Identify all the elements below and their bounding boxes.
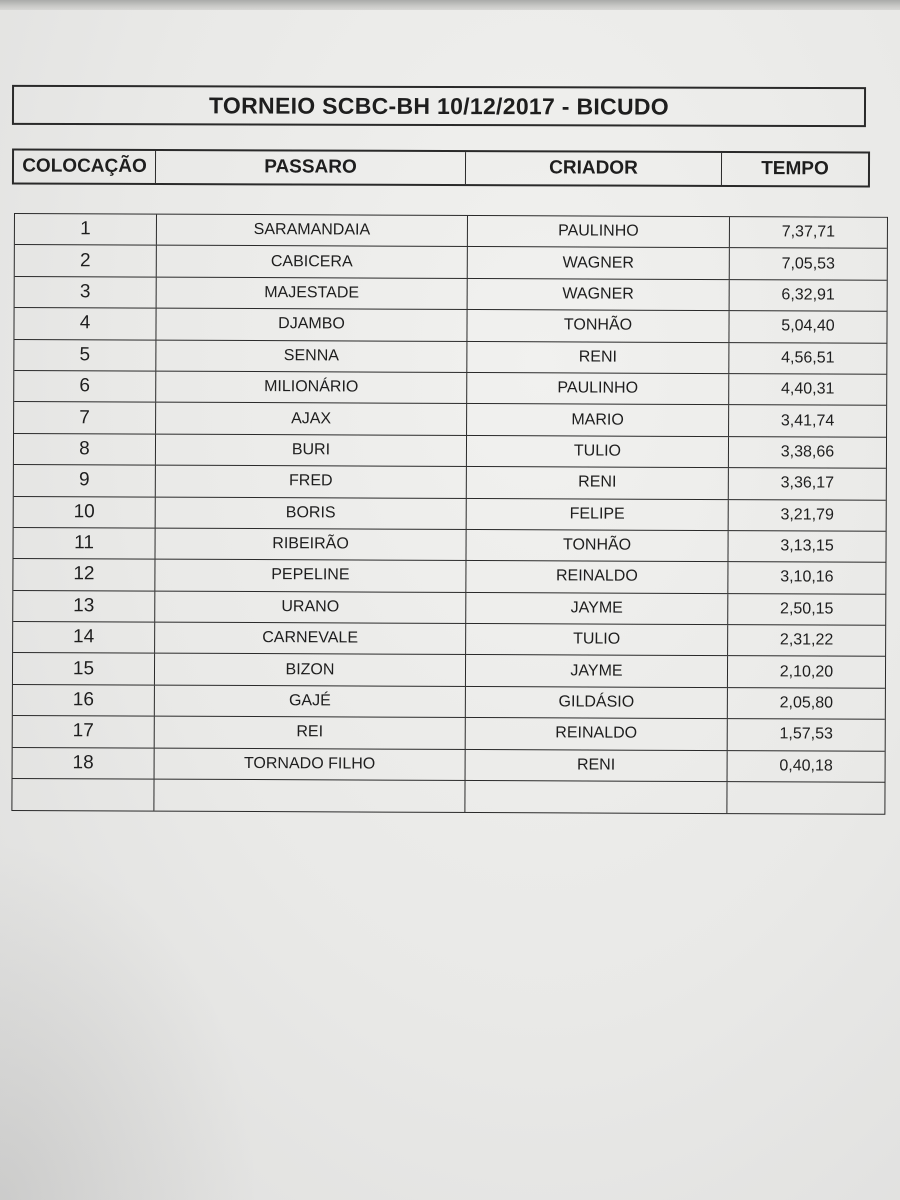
document-title: TORNEIO SCBC-BH 10/12/2017 - BICUDO <box>12 85 866 127</box>
cell-breeder: WAGNER <box>468 279 730 311</box>
cell-bird: TORNADO FILHO <box>155 748 466 780</box>
table-row <box>13 559 885 594</box>
table-row <box>15 214 887 249</box>
table-row <box>13 716 885 751</box>
table-row <box>14 340 886 375</box>
table-row <box>14 308 886 343</box>
cell-breeder: JAYME <box>466 593 728 625</box>
cell-position: 5 <box>14 340 156 371</box>
cell-breeder <box>465 781 727 814</box>
table-row <box>13 653 885 688</box>
cell-position: 15 <box>13 653 155 684</box>
cell-bird: AJAX <box>156 403 467 435</box>
cell-time: 3,10,16 <box>780 568 834 587</box>
cell-bird: BORIS <box>156 497 467 529</box>
cell-position: 14 <box>13 622 155 653</box>
cell-time: 6,32,91 <box>781 286 835 304</box>
cell-time: 3,41,74 <box>780 411 835 430</box>
header-colocacao: COLOCAÇÃO <box>14 151 156 183</box>
cell-bird: SENNA <box>156 340 467 372</box>
cell-position: 16 <box>13 685 155 716</box>
results-table <box>11 213 888 815</box>
cell-breeder: PAULINHO <box>467 373 729 405</box>
cell-breeder: PAULINHO <box>468 216 730 248</box>
cell-position: 4 <box>14 308 156 339</box>
table-row <box>13 591 885 626</box>
cell-time <box>727 782 884 814</box>
cell-breeder: TONHÃO <box>466 530 728 562</box>
cell-time: 7,37,71 <box>781 223 836 241</box>
cell-bird: FRED <box>156 466 467 498</box>
cell-bird: CARNEVALE <box>155 623 466 655</box>
table-row <box>15 277 887 312</box>
table-row <box>13 748 885 783</box>
cell-time: 4,40,31 <box>780 380 835 398</box>
cell-time: 3,36,17 <box>780 474 835 492</box>
cell-breeder: TONHÃO <box>467 310 729 342</box>
cell-position: 11 <box>13 528 155 559</box>
cell-breeder: TULIO <box>466 624 728 656</box>
table-row <box>13 528 885 563</box>
cell-position: 17 <box>13 716 155 747</box>
cell-time: 5,04,40 <box>781 317 835 335</box>
cell-time: 3,21,79 <box>780 506 834 524</box>
cell-breeder: GILDÁSIO <box>466 687 728 719</box>
cell-bird: RIBEIRÃO <box>155 529 466 561</box>
cell-bird: REI <box>155 717 466 749</box>
table-row <box>15 245 887 280</box>
cell-position: 10 <box>14 497 156 528</box>
cell-position: 13 <box>13 591 155 622</box>
paper-shadow <box>0 840 260 1200</box>
cell-position: 7 <box>14 402 156 433</box>
table-row <box>14 402 886 437</box>
cell-bird: BURI <box>156 434 467 466</box>
cell-time: 0,40,18 <box>779 757 833 775</box>
cell-breeder: RENI <box>467 342 729 374</box>
cell-position: 1 <box>15 214 157 245</box>
cell-breeder: FELIPE <box>467 498 729 530</box>
table-row <box>14 434 886 469</box>
cell-bird: BIZON <box>155 654 466 686</box>
cell-breeder: REINALDO <box>466 718 728 750</box>
cell-bird: GAJÉ <box>155 685 466 717</box>
cell-breeder: RENI <box>466 750 728 782</box>
cell-breeder: TULIO <box>467 436 729 468</box>
cell-position: 18 <box>13 748 155 779</box>
cell-bird: MILIONÁRIO <box>156 372 467 404</box>
cell-time: 3,38,66 <box>780 443 835 461</box>
cell-time: 2,50,15 <box>780 600 834 618</box>
cell-position: 3 <box>15 277 157 308</box>
cell-position: 9 <box>14 465 156 496</box>
table-row <box>14 497 886 532</box>
table-row <box>14 465 886 500</box>
cell-bird: SARAMANDAIA <box>157 215 468 247</box>
cell-bird: URANO <box>155 591 466 623</box>
cell-time: 2,31,22 <box>779 631 834 649</box>
cell-position: 2 <box>15 245 157 276</box>
table-row <box>12 779 884 814</box>
cell-breeder: MARIO <box>467 404 729 436</box>
header-passaro: PASSARO <box>156 151 466 184</box>
cell-position: 6 <box>14 371 156 402</box>
header-criador: CRIADOR <box>466 152 722 185</box>
cell-time: 3,13,15 <box>780 537 834 555</box>
cell-breeder: WAGNER <box>468 247 730 279</box>
cell-bird: CABICERA <box>157 246 468 278</box>
cell-time: 2,05,80 <box>779 694 834 712</box>
cell-time: 4,56,51 <box>781 349 835 367</box>
cell-breeder: RENI <box>467 467 729 499</box>
cell-breeder: JAYME <box>466 655 728 687</box>
cell-bird: DJAMBO <box>156 309 467 341</box>
header-tempo: TEMPO <box>761 158 829 180</box>
cell-time: 1,57,53 <box>779 725 833 744</box>
table-row <box>13 622 885 657</box>
cell-position: 12 <box>13 559 155 590</box>
cell-time: 2,10,20 <box>779 663 834 681</box>
table-row <box>13 685 885 720</box>
table-header <box>12 149 870 188</box>
cell-position: 8 <box>14 434 156 465</box>
cell-bird <box>154 780 465 813</box>
cell-time: 7,05,53 <box>781 254 836 273</box>
cell-bird: PEPELINE <box>155 560 466 592</box>
table-row <box>14 371 886 406</box>
cell-position <box>12 779 154 811</box>
cell-breeder: REINALDO <box>466 561 728 593</box>
cell-bird: MAJESTADE <box>157 277 468 309</box>
